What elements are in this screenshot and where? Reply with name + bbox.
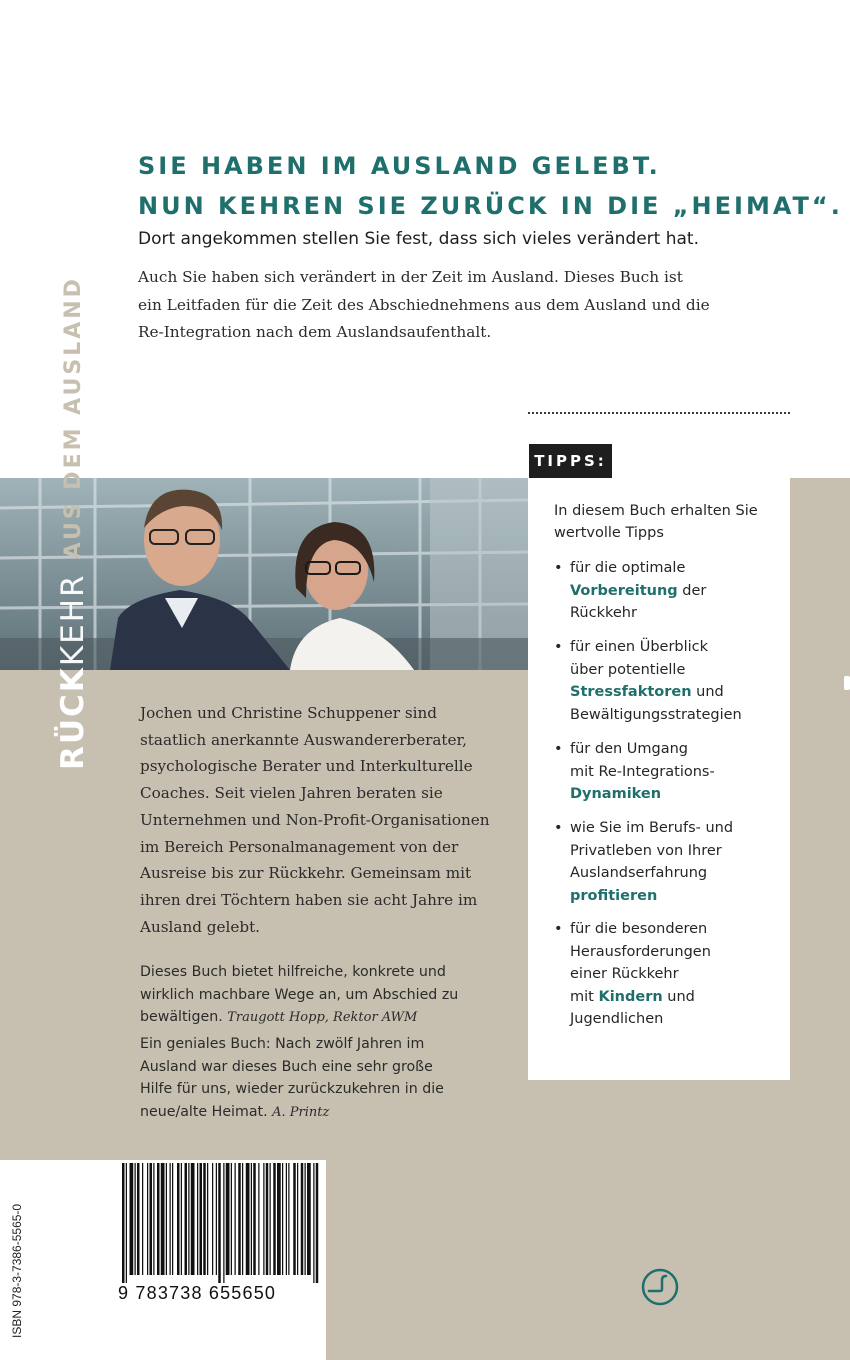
barcode-bar [126, 1163, 127, 1283]
barcode-bar [212, 1163, 213, 1275]
tip-highlight: Kindern [598, 988, 663, 1005]
barcode-bar [273, 1163, 276, 1275]
barcode-bar [191, 1163, 195, 1275]
headline-line-2: NUN KEHREN SIE ZURÜCK IN DIE „HEIMAT“. [138, 192, 843, 220]
barcode-bar [197, 1163, 198, 1275]
headline [138, 146, 843, 226]
barcode-bar [122, 1163, 125, 1283]
tipps-intro: In diesem Buch erhalten Sie wertvolle Tipps [554, 503, 758, 541]
quote-1: Dieses Buch bietet hilfreiche, konkrete und wirklich machbare Wege an, um Abschied zu bewältigen. Traugott Hopp, Rektor AWM [140, 964, 459, 1025]
bio-line: Unternehmen und Non-Profit-Organisationen [140, 810, 490, 829]
bio-line: im Bereich Personalmanagement von der [140, 837, 459, 856]
quote-author: A. Printz [272, 1104, 330, 1120]
barcode-bar [226, 1163, 230, 1275]
barcode-bar [188, 1163, 189, 1275]
tipps-box [528, 478, 790, 1080]
barcode-bar [142, 1163, 143, 1275]
barcode-bar [246, 1163, 250, 1275]
quote-author: Traugott Hopp, Rektor AWM [227, 1010, 418, 1025]
intro-line: Re-Integration nach dem Auslandsaufenthalt. [138, 323, 492, 341]
barcode-bar [170, 1163, 171, 1275]
barcode-bar [161, 1163, 165, 1275]
headline-line-1: SIE HABEN IM AUSLAND GELEBT. [138, 152, 661, 180]
tip-item-4: • wie Sie im Berufs- und Privatleben von Ihrer Auslandserfahrung profitieren [570, 817, 780, 907]
bio-line: Ausreise bis zur Rückkehr. Gemeinsam mit [140, 864, 472, 883]
barcode-bar [153, 1163, 154, 1275]
barcode-bar [130, 1163, 134, 1275]
barcode-bar [135, 1163, 136, 1275]
barcode-digits: 9 783738 655650 [118, 1283, 277, 1303]
bio-line: Coaches. Seit vielen Jahren beraten sie [140, 784, 443, 803]
barcode-bar [288, 1163, 289, 1275]
barcode-bar [238, 1163, 241, 1275]
intro-line: Auch Sie haben sich verändert in der Zeit im Ausland. Dieses Buch ist [138, 268, 683, 286]
barcode-bar [286, 1163, 287, 1275]
barcode-bar [282, 1163, 283, 1275]
barcode-bar [263, 1163, 264, 1275]
barcode-bar [207, 1163, 208, 1275]
barcode-bar [313, 1163, 314, 1283]
tip-highlight: Vorbereitung [570, 582, 678, 599]
tip-highlight: Dynamiken [570, 786, 662, 802]
barcode-bar [231, 1163, 232, 1275]
bio-line: staatlich anerkannte Auswandererberater, [140, 730, 467, 749]
isbn-label: ISBN 978-3-7386-5565-0 [10, 1203, 24, 1338]
barcode-bar [293, 1163, 296, 1275]
publisher-logo-icon [640, 1267, 680, 1307]
barcode-bar [203, 1163, 206, 1275]
bio-line: psychologische Berater und Interkulturelle [140, 757, 473, 776]
barcode-bar [258, 1163, 259, 1275]
barcode-bar [270, 1163, 271, 1275]
barcode [122, 1163, 322, 1283]
barcode-bar [177, 1163, 180, 1275]
bio-line: Ausland gelebt. [140, 917, 260, 936]
lead-text: Dort angekommen stellen Sie fest, dass sich vieles verändert hat. [138, 229, 699, 249]
barcode-bar [297, 1163, 298, 1275]
intro-line: ein Leitfaden für die Zeit des Abschiednehmens aus dem Ausland und die [138, 295, 710, 314]
barcode-bar [305, 1163, 306, 1275]
barcode-bar [223, 1163, 224, 1283]
spine-word-kehr: KEHR [55, 573, 91, 667]
tip-item-1: • für die optimale Vorbereitung der Rückkehr [570, 557, 780, 625]
barcode-bar [200, 1163, 203, 1275]
barcode-bar [181, 1163, 182, 1275]
barcode-bar [150, 1163, 153, 1275]
bio-line: ihren drei Töchtern haben sie acht Jahre im [140, 890, 478, 909]
barcode-bar [253, 1163, 256, 1275]
intro-paragraph [138, 264, 738, 347]
tipps-label: TIPPS: [529, 444, 612, 478]
barcode-bar [172, 1163, 173, 1275]
barcode-bar [147, 1163, 148, 1275]
tip-item-3: • für den Umgang mit Re-Integrations- Dynamiken [570, 738, 780, 806]
barcode-bar [185, 1163, 188, 1275]
barcode-bar [266, 1163, 269, 1275]
spine-edge-mark [844, 676, 850, 690]
barcode-bar [277, 1163, 281, 1275]
spine-word-rueck: RÜCK [55, 666, 91, 770]
bio-line: Jochen und Christine Schuppener sind [140, 704, 438, 722]
spine-title [53, 205, 93, 770]
author-bio [140, 700, 520, 940]
tip-highlight: profitieren [570, 887, 658, 904]
quote-2: Ein geniales Buch: Nach zwölf Jahren im Ausland war dieses Buch eine sehr große Hilfe für uns, wieder zurückzukehren in die neue/alte Heimat. A. Printz [140, 1036, 444, 1120]
barcode-bar [166, 1163, 167, 1275]
barcode-bar [235, 1163, 236, 1275]
barcode-bar [157, 1163, 160, 1275]
barcode-bar [218, 1163, 221, 1283]
barcode-bar [137, 1163, 140, 1275]
barcode-bar [251, 1163, 252, 1275]
barcode-bar [216, 1163, 217, 1275]
tip-item-2: • für einen Überblick über potentielle Stressfaktoren und Bewältigungsstrategien [570, 636, 780, 726]
barcode-bar [242, 1163, 243, 1275]
barcode-bar [301, 1163, 304, 1275]
spine-subtitle: AUS DEM AUSLAND [60, 276, 86, 560]
barcode-bar [316, 1163, 319, 1283]
dotted-divider [528, 412, 790, 414]
tip-highlight: Stressfaktoren [570, 684, 692, 700]
tip-item-5: • für die besonderen Herausforderungen einer Rückkehr mit Kindern und Jugendlichen [570, 918, 780, 1031]
barcode-bar [307, 1163, 311, 1275]
